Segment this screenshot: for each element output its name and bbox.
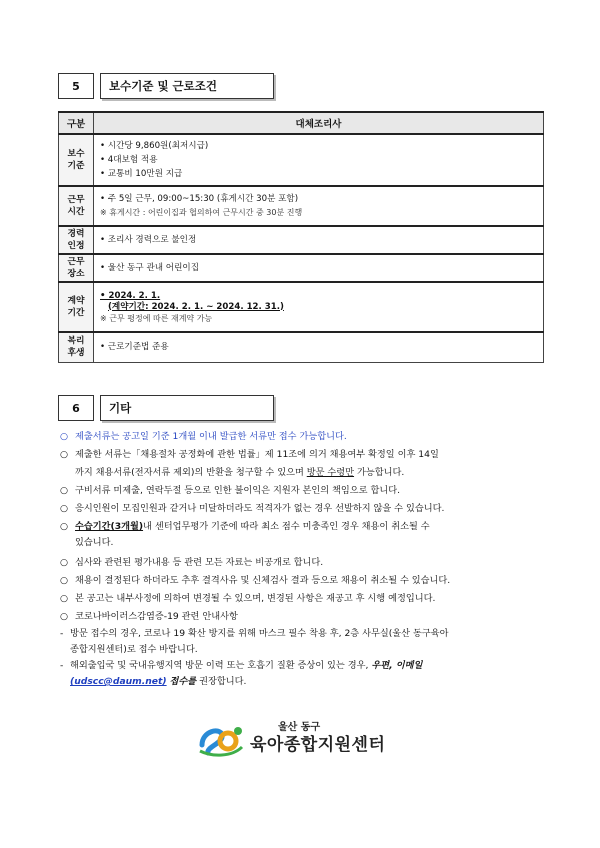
- bullet-icon: ○: [60, 503, 69, 514]
- bullet-icon: ○: [60, 611, 69, 622]
- covid-text: 종합지원센터)로 접수 바랍니다.: [70, 644, 198, 655]
- section-number: 6: [58, 395, 94, 421]
- dash-icon: -: [60, 628, 64, 639]
- list-item: [60, 428, 548, 446]
- table-row: [59, 332, 544, 362]
- notice-text: 제출한 서류는「채용절차 공정화에 관한 법률」제 11조에 의거 채용여부 확정일 이후 14일: [75, 449, 439, 460]
- row-label: [59, 332, 94, 362]
- logo-subtitle: 울산 동구: [278, 722, 321, 733]
- label-hours: 근무 시간: [67, 195, 85, 217]
- section6-header: [58, 395, 274, 421]
- list-item: [60, 518, 548, 536]
- list-item: [60, 572, 548, 590]
- row-content: • 울산 동구 관내 어린이집: [94, 254, 544, 282]
- label-place: 근무 장소: [67, 257, 85, 279]
- dash-icon: -: [60, 660, 64, 671]
- row-label: [59, 186, 94, 226]
- row-label: [59, 226, 94, 254]
- table-row: [59, 254, 544, 282]
- notice-text: 구비서류 미제출, 연락두절 등으로 인한 불이익은 지원자 본인의 책임으로 합니다.: [75, 485, 401, 496]
- covid-text: 방문 접수의 경우, 코로나 19 확산 방지를 위해 마스크 필수 착용 후, 2층 사무실(울산 동구육아: [70, 628, 449, 639]
- row-content: [94, 134, 544, 186]
- list-item: [60, 482, 548, 500]
- email-link[interactable]: (udscc@daum.net): [70, 676, 167, 687]
- row-content: • 근로기준법 준용: [94, 332, 544, 362]
- label-contract: 계약 기간: [67, 296, 85, 318]
- covid-item: [60, 658, 548, 674]
- section-title: 보수기준 및 근로조건: [100, 73, 274, 99]
- table-header-row: [59, 112, 544, 134]
- contract-start: • 2024. 2. 1.: [100, 290, 161, 301]
- section5-header: [58, 73, 274, 99]
- pay-line: • 4대보험 적용: [100, 155, 158, 165]
- notice-text: 본 공고는 내부사정에 의하여 변경될 수 있으며, 변경된 사항은 재공고 후 시행 예정입니다.: [75, 593, 436, 604]
- list-item: [60, 446, 548, 464]
- contract-period: (계약기간: 2024. 2. 1. ~ 2024. 12. 31.): [108, 301, 284, 312]
- pay-line: • 시간당 9,860원(최저시급): [100, 141, 209, 151]
- list-item: [60, 590, 548, 608]
- covid-item: [60, 674, 548, 690]
- label-welfare: 복리 후생: [67, 336, 85, 359]
- notice-underline: 수습기간(3개월): [75, 521, 144, 532]
- header-category: 구분: [59, 112, 94, 134]
- contract-note: ※ 근무 평정에 따른 재계약 가능: [100, 313, 213, 323]
- bullet-icon: ○: [60, 593, 69, 604]
- label-pay: 보수 기준: [67, 149, 85, 171]
- list-item: [60, 500, 548, 518]
- list-item: [60, 536, 548, 550]
- table-row: [59, 282, 544, 332]
- bullet-icon: ○: [60, 575, 69, 586]
- covid-text: 해외출입국 및 국내유행지역 방문 이력 또는 호흡기 질환 증상이 있는 경우,: [70, 660, 369, 671]
- conditions-table: [58, 111, 544, 363]
- bullet-icon: ○: [60, 449, 69, 460]
- notice-text: 가능합니다.: [356, 467, 405, 478]
- logo-title: 육아종합지원센터: [250, 735, 386, 755]
- row-content: [94, 282, 544, 332]
- covid-item: [60, 626, 548, 642]
- bullet-icon: ○: [60, 557, 69, 568]
- table-row: [59, 226, 544, 254]
- row-content: • 조리사 경력으로 불인정: [94, 226, 544, 254]
- covid-bold: 접수를: [169, 676, 197, 687]
- notice-text: 내 센터업무평가 기준에 따라 최소 점수 미충족인 경우 채용이 취소될 수: [143, 521, 430, 532]
- table-row: [59, 186, 544, 226]
- header-position: 대체조리사: [94, 112, 544, 134]
- notice-text: 심사와 관련된 평가내용 등 관련 모든 자료는 비공개로 합니다.: [75, 557, 324, 568]
- covid-text: 권장합니다.: [199, 676, 247, 687]
- pay-line: • 교통비 10만원 지급: [100, 169, 183, 179]
- notice-text: 응시인원이 모집인원과 같거나 미달하더라도 적격자가 없는 경우 선발하지 않을 수 있습니다.: [75, 503, 445, 514]
- hours-note: ※ 휴게시간 : 어린이집과 협의하여 근무시간 중 30분 진행: [100, 208, 303, 217]
- list-item: [60, 554, 548, 572]
- bullet-icon: ○: [60, 521, 69, 532]
- list-item: [60, 464, 548, 482]
- table-row: [59, 134, 544, 186]
- row-label: [59, 254, 94, 282]
- logo-mark-icon: [198, 721, 244, 757]
- notice-text: 제출서류는 공고일 기준 1개월 이내 발급한 서류만 접수 가능합니다.: [75, 431, 347, 442]
- notice-text: 있습니다.: [75, 537, 114, 548]
- row-content: [94, 186, 544, 226]
- covid-bold: 우편, 이메일: [371, 660, 423, 671]
- section-number: 5: [58, 73, 94, 99]
- notice-text: 까지 채용서류(전자서류 제외)의 반환을 청구할 수 있으며: [75, 467, 304, 478]
- bullet-icon: ○: [60, 485, 69, 496]
- covid-item: [60, 642, 548, 658]
- list-item: [60, 608, 548, 626]
- row-label: [59, 134, 94, 186]
- notice-underline: 방문 수령만: [306, 467, 355, 478]
- row-label: [59, 282, 94, 332]
- hours-line: • 주 5일 근무, 09:00~15:30 (휴게시간 30분 포함): [100, 194, 299, 204]
- notice-list: [60, 428, 548, 690]
- label-career: 경력 인정: [67, 229, 85, 251]
- notice-text: 코로나바이러스감염증-19 관련 안내사항: [75, 611, 238, 622]
- bullet-icon: ○: [60, 431, 69, 442]
- notice-text: 채용이 결정된다 하더라도 추후 결격사유 및 신체검사 결과 등으로 채용이 취소될 수 있습니다.: [75, 575, 451, 586]
- section-title: 기타: [100, 395, 274, 421]
- logo-text: [250, 722, 385, 756]
- center-logo: [198, 717, 418, 761]
